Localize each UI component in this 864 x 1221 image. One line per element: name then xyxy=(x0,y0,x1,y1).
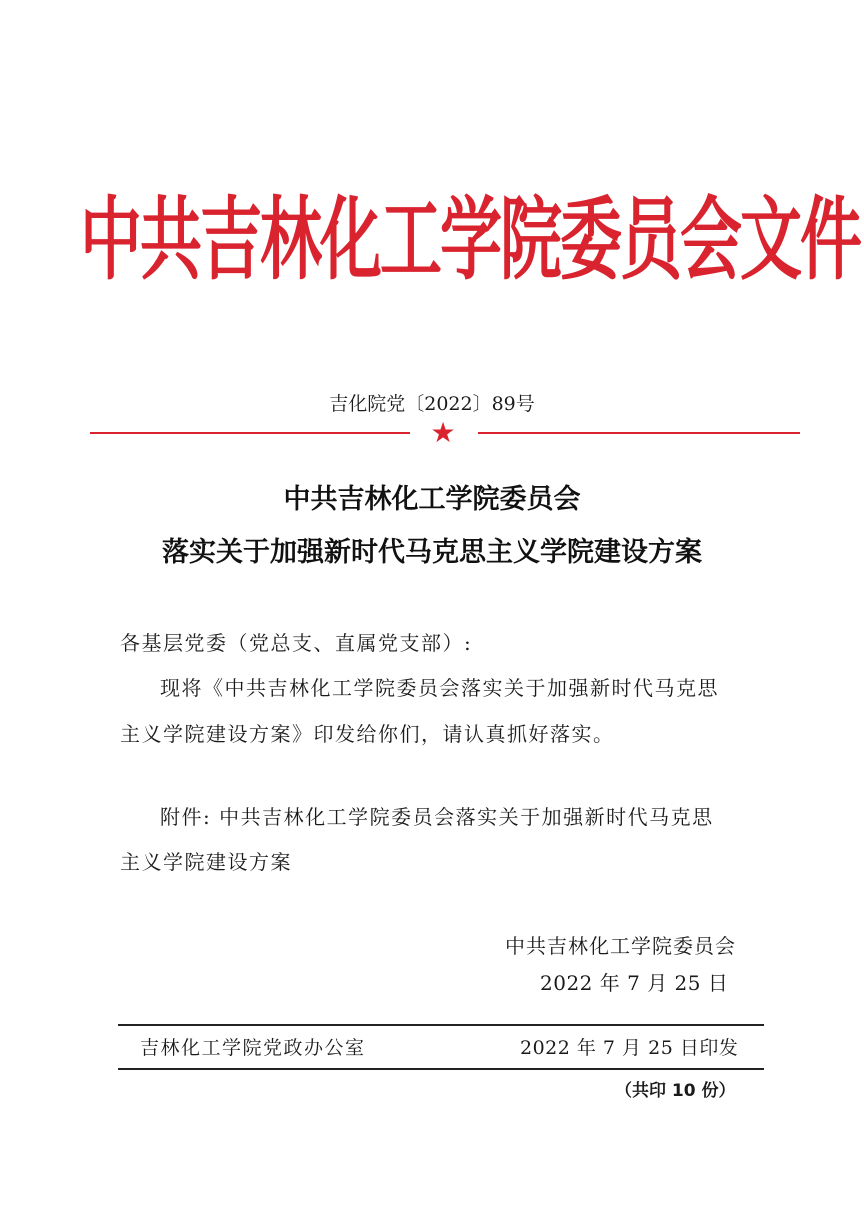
signature-organization: 中共吉林化工学院委员会 xyxy=(505,934,736,958)
attachment-line-1: 附件: 中共吉林化工学院委员会落实关于加强新时代马克思 xyxy=(160,805,714,829)
footer-issuer: 吉林化工学院党政办公室 xyxy=(140,1037,366,1059)
body-paragraph-line-1: 现将《中共吉林化工学院委员会落实关于加强新时代马克思 xyxy=(160,676,719,700)
document-title-line-2: 落实关于加强新时代马克思主义学院建设方案 xyxy=(162,537,702,568)
star-icon: ★ xyxy=(430,416,456,449)
attachment-line-2: 主义学院建设方案 xyxy=(120,850,292,874)
body-paragraph-line-2: 主义学院建设方案》印发给你们，请认真抓好落实。 xyxy=(120,722,615,746)
addressee: 各基层党委（党总支、直属党支部）: xyxy=(120,631,473,655)
red-divider-left xyxy=(90,432,410,434)
document-masthead: 中共吉林化工学院委员会文件 xyxy=(80,186,861,293)
footer-bottom-rule xyxy=(118,1068,764,1070)
document-title-line-1: 中共吉林化工学院委员会 xyxy=(283,484,581,515)
signature-date: 2022 年 7 月 25 日 xyxy=(540,971,729,995)
document-number: 吉化院党〔2022〕89号 xyxy=(329,393,535,415)
footer-issue-date: 2022 年 7 月 25 日印发 xyxy=(520,1037,739,1059)
footer-top-rule xyxy=(118,1024,764,1026)
copies-count: （共印 10 份） xyxy=(615,1081,736,1101)
red-divider-right xyxy=(478,432,800,434)
